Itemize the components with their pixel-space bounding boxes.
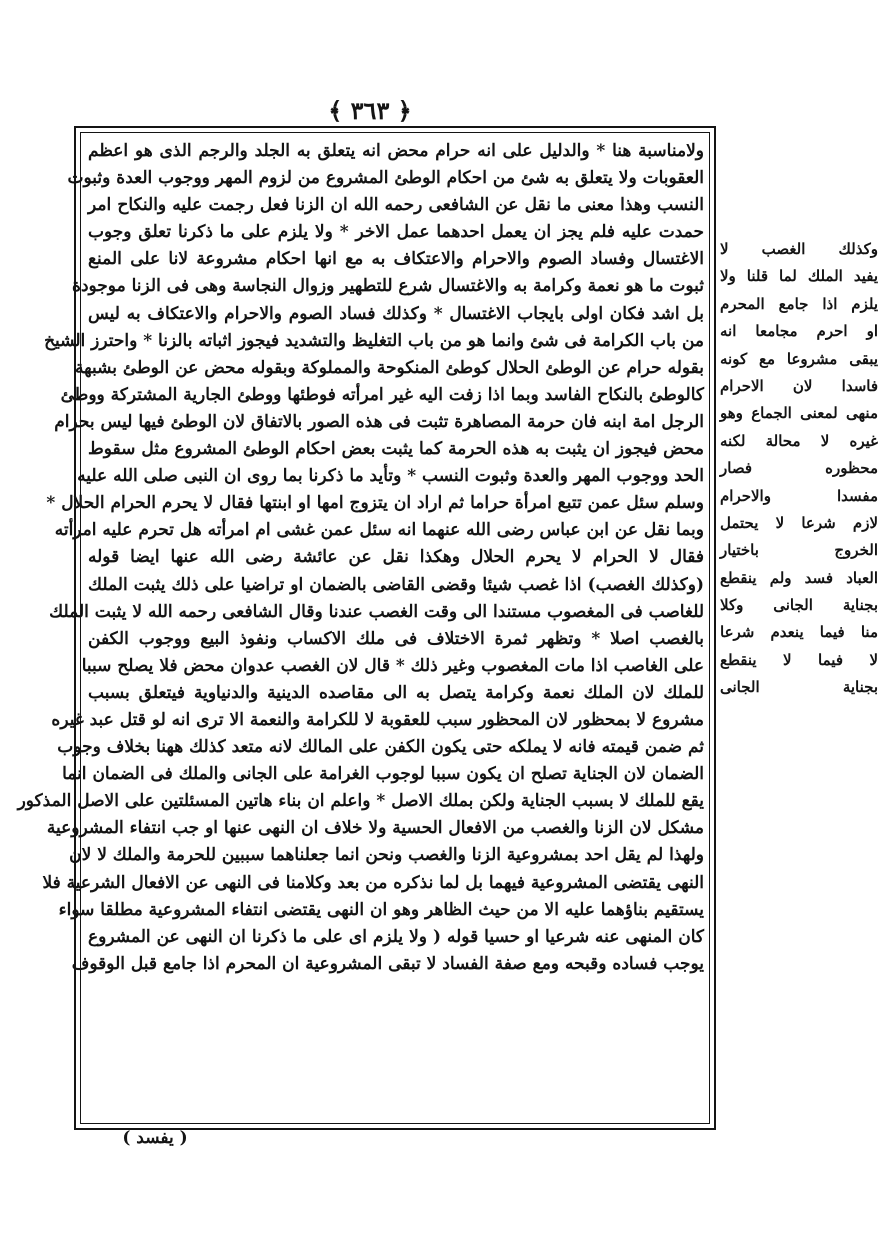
main-commentary-text	[17, 138, 704, 1118]
text-line: الرجل امة ابنه فان حرمة المصاهرة تثبت فى هذه الصور بالاتفاق لان الوطئ فيها ليس بحرام	[54, 411, 704, 432]
text-line: النهى يقتضى المشروعية فيهما بل لما نذكره من بعد وكلامنا فى النهى عن الافعال الشرعية فلا	[42, 872, 704, 893]
margin-line: يفيد الملك لما قلنا ولا	[720, 267, 878, 286]
text-line: النسب وهذا معنى ما نقل عن الشافعى رحمه الله ان الزنا فعل رجمت عليه والنكاح امر	[88, 195, 704, 216]
text-line: للغاصب فى المغصوب مستندا الى وقت الغصب عندنا وقال الشافعى رحمه الله لا يثبت الملك	[49, 601, 704, 622]
margin-line: فاسدا لان الاحرام	[720, 376, 878, 395]
text-line: مشروع لا بمحظور لان المحظور سبب للعقوبة لا للكرامة والنعمة الا ترى انه لو قتل عبد غيره	[51, 709, 704, 730]
margin-line: بجناية الجانى وكلا	[720, 596, 878, 615]
margin-line: غيره لا محالة لكنه	[720, 431, 878, 450]
margin-line: وكذلك الغصب لا	[720, 240, 878, 258]
margin-line: منهى لمعنى الجماع وهو	[720, 404, 878, 423]
text-line: الحد ووجوب المهر والعدة وثبوت النسب * وتأيد ما ذكرنا بما روى ان النبى صلى الله عليه	[77, 466, 704, 487]
text-line: بالغصب اصلا * وتظهر ثمرة الاختلاف فى ملك الاكساب ونفوذ البيع ووجوب الكفن	[88, 628, 704, 649]
text-line: محض فيجوز ان يثبت به هذه الحرمة كما يثبت بعض احكام الوطئ المشروع مثل سقوط	[88, 439, 704, 460]
text-line: الضمان لان الجناية تصلح ان يكون سببا لوجوب الغرامة على الجانى والملك فى الضمان انما	[62, 764, 704, 785]
text-line: حمدت عليه فلم يجز ان يعمل احدهما عمل الاخر * ولا يلزم على ما ذكرنا تعلق وجوب	[88, 222, 704, 243]
text-line: مشكل لان الزنا والغصب من الافعال الحسية ولا خلاف ان النهى عنها او جب انتفاء المشروعية	[46, 818, 704, 839]
page-number: ﴿ ٣٦٣ ﴾	[328, 96, 412, 125]
margin-line: مفسدا والاحرام	[720, 486, 878, 505]
text-line: يوجب فساده وقبحه ومع صفة الفساد لا تبقى المشروعية ان المحرم اذا جامع قبل الوقوف	[71, 953, 704, 974]
margin-line: منا فيما ينعدم شرعا	[720, 623, 878, 642]
text-line: بل اشد فكان اولى بايجاب الاغتسال * وكذلك فساد الصوم والاحرام والاعتكاف به ليس	[88, 303, 704, 324]
margin-line: لا فيما لا ينقطع	[720, 650, 878, 669]
margin-line: يلزم اذا جامع المحرم	[720, 294, 878, 313]
margin-line: محظوره فصار	[720, 459, 878, 478]
text-line: يستقيم بناؤهما عليه الا من حيث الظاهر وهو ان النهى يقتضى انتفاء المشروعية مطلقا سواء	[58, 899, 704, 920]
text-line: وبما نقل عن ابن عباس رضى الله عنهما انه سئل عمن غشى ام امرأته هل تحرم عليه امرأته	[54, 520, 704, 541]
text-line: من باب الكرامة فى شئ وانما هو من باب التغليظ والتشديد فيجوز اثباته بالزنا * واحترز الشيخ	[44, 330, 704, 351]
margin-line: الخروج باختيار	[720, 541, 878, 560]
text-line: ولامناسبة هنا * والدليل على انه حرام محض انه يتعلق به الجلد والرجم الذى هو اعظم	[88, 141, 704, 161]
text-line: يقع للملك لا بسبب الجناية ولكن بملك الاصل * واعلم ان بناء هاتين المسئلتين على الاصل المذكور	[17, 791, 704, 812]
text-line: على الغاصب اذا مات المغصوب وغير ذلك * قال لان الغصب عدوان محض فلا يصلح سببا	[81, 655, 704, 676]
text-line: وسلم سئل عمن تتبع امرأة حراما ثم اراد ان يتزوج امها او ابنتها فقال لا يحرم الحرام الحلال *	[46, 493, 704, 514]
text-line: للملك لان الملك نعمة وكرامة يتصل به الى مقاصده الدينية والدنياوية فيتعلق بسبب	[88, 682, 704, 703]
margin-line: لازم شرعا لا يحتمل	[720, 513, 878, 532]
text-line: بقوله حرام عن الوطئ الحلال كوطئ المنكوحة والمملوكة وبقوله محض عن الوطئ بشبهة	[75, 357, 704, 378]
text-line: الاغتسال وفساد الصوم والاحرام والاعتكاف به مع انها احكام مشروعة لانا على المنع	[88, 249, 704, 270]
text-line: كالوطئ بالنكاح الفاسد وبما اذا زفت اليه غير امرأته فوطئها ووطئ الجارية المشتركة ووطئ	[60, 384, 704, 405]
margin-line: العباد فسد ولم ينقطع	[720, 568, 878, 587]
margin-base-text	[720, 236, 878, 796]
margin-line: او احرم مجامعا انه	[720, 322, 878, 341]
catchword: ( يفسد )	[122, 1128, 188, 1148]
text-line: فقال لا الحرام لا يحرم الحلال وهكذا نقل عن عائشة رضى الله عنها ايضا قوله	[88, 547, 704, 568]
text-line: ثبوت ما هو نعمة وكرامة به والاغتسال شرع للتطهير وزوال النجاسة وهى فى الزنا موجودة	[72, 276, 704, 297]
text-line: العقوبات ولا يتعلق به شئ من احكام الوطئ المشروع من لزوم المهر ووجوب العدة وثبوت	[67, 168, 704, 189]
margin-line: يبقى مشروعا مع كونه	[720, 349, 878, 368]
margin-line: بجناية الجانى	[720, 678, 878, 697]
text-line: كان المنهى عنه شرعيا او حسيا قوله ( ولا يلزم اى على ما ذكرنا ان النهى عن المشروع	[88, 926, 704, 947]
text-line: ثم ضمن قيمته فانه لا يملكه حتى يكون الكفن على المالك لانه متعد كذلك ههنا بخلاف وجوب	[57, 737, 704, 758]
text-line: (وكذلك الغصب) اذا غصب شيئا وقضى القاضى بالضمان او تراضيا على ذلك يثبت الملك	[88, 574, 704, 595]
text-line: ولهذا لم يقل احد بمشروعية الزنا والغصب ونحن انما جعلناهما سببين للحرمة والملك لا لان	[69, 845, 704, 866]
